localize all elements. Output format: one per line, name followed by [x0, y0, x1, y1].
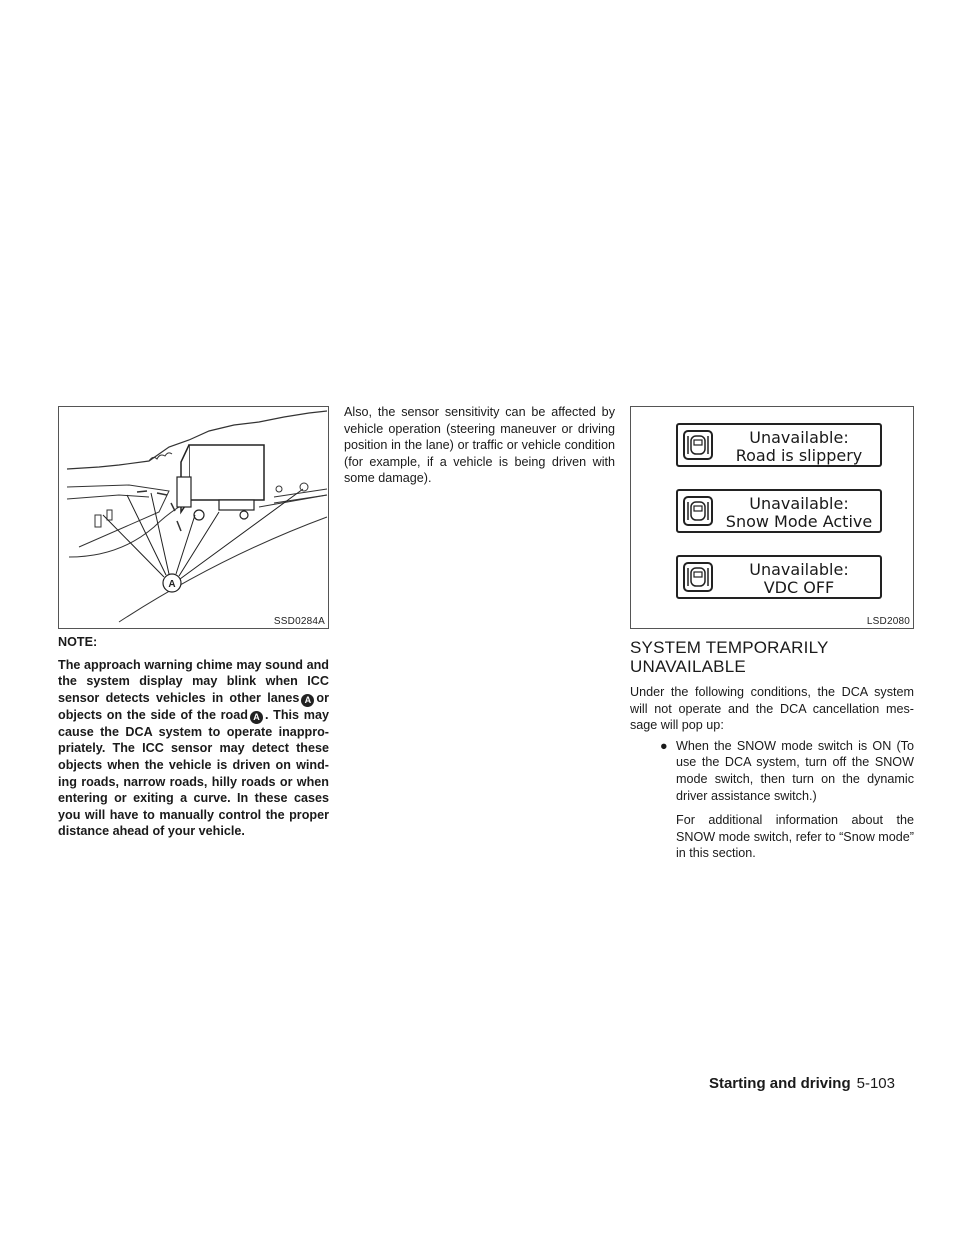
figure-code: LSD2080 [864, 616, 913, 628]
middle-column [344, 404, 615, 487]
dca-car-icon [683, 430, 713, 460]
message-vdc-off [676, 555, 882, 599]
page-footer [709, 1075, 895, 1092]
figure-unavailable-messages [630, 406, 914, 629]
note-title: NOTE: [58, 635, 98, 649]
figure-code: SSD0284A [271, 616, 328, 628]
callout-a-badge: A [301, 694, 314, 707]
page-number: 5-103 [856, 1075, 895, 1092]
note-text-3: . This may cause the DCA system to operate inappro-priately. The ICC sensor may detect these objects when the vehicle is driven on wind-ing roads, narrow roads, hilly roads or when entering or exiting a curve. In these cases you will have to manually control the proper distance ahead of your vehicle. [58, 707, 329, 839]
note-text-1: The approach warning chime may sound and the system display may blink when ICC sensor detects vehicles in other lanes [58, 657, 329, 705]
note-text-2: or objects on the side of the road [58, 690, 329, 722]
road-truck-illustration [59, 407, 328, 628]
callout-a-badge: A [250, 711, 263, 724]
heading-line-1: SYSTEM TEMPORARILY [630, 638, 829, 657]
bullet-marker: ● [660, 738, 668, 753]
footer-section: Starting and driving [708, 1075, 851, 1092]
message-line1: Unavailable: [749, 428, 849, 447]
system-unavailable-section [630, 638, 914, 875]
message-road-slippery [676, 423, 882, 467]
message-line1: Unavailable: [749, 494, 849, 513]
heading-line-2: UNAVAILABLE [630, 657, 746, 676]
message-line2: Snow Mode Active [725, 512, 873, 531]
note-body [58, 657, 329, 840]
list-item [660, 738, 914, 804]
message-snow-mode [676, 489, 882, 533]
figure-road-illustration [58, 406, 329, 629]
dca-car-icon [683, 496, 713, 526]
note-block [58, 634, 329, 840]
message-line2: Road is slippery [735, 446, 863, 465]
message-line1: Unavailable: [749, 560, 849, 579]
callout-a: A [168, 579, 176, 590]
section-heading [630, 638, 914, 676]
message-line2: VDC OFF [763, 578, 835, 597]
bullet-text: When the SNOW mode switch is ON (To use the DCA system, turn off the SNOW mode switch, then turn on the dynamic driver assistance switch.) [676, 738, 914, 803]
sensor-sensitivity-paragraph: Also, the sensor sensitivity can be affected by vehicle operation (steering maneuver or driving position in the lane) or traffic or vehicle condition (for example, if a vehicle is being driven with some damage). [344, 405, 615, 486]
followup-text: For additional information about the SNOW mode switch, refer to “Snow mode” in this section. [676, 813, 914, 861]
dca-car-icon [683, 562, 713, 592]
section-intro: Under the following conditions, the DCA system will not operate and the DCA cancellation mes-sage will pop up: [630, 685, 914, 733]
